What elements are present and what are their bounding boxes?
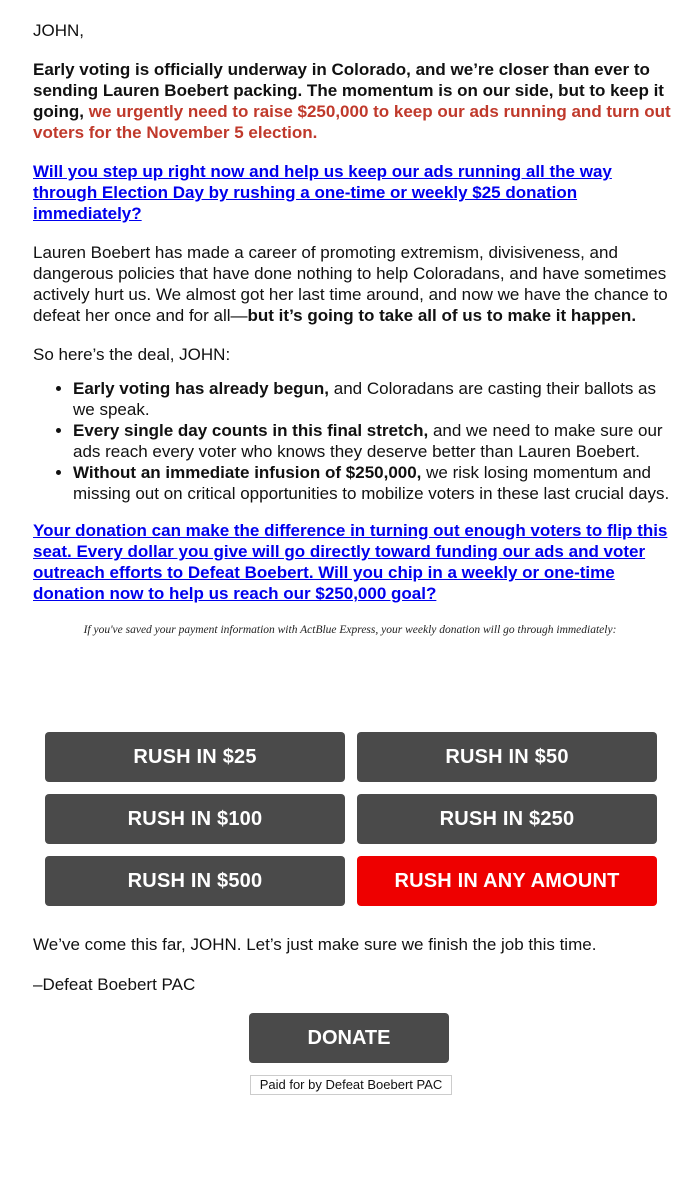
rush-50-button[interactable]: RUSH IN $50: [357, 732, 657, 782]
intro-red-text: we urgently need to raise $250,000 to keep our ads running and turn out voters for the November 5 election.: [33, 102, 671, 142]
rush-25-button[interactable]: RUSH IN $25: [45, 732, 345, 782]
bullet-bold: Every single day counts in this final stretch,: [73, 421, 429, 440]
body-bold-text: but it’s going to take all of us to make it happen.: [247, 306, 637, 325]
intro-paragraph: [33, 59, 673, 143]
bullet-text: we risk losing momentum and missing out on critical opportunities to mobilize voters in these last crucial days.: [73, 463, 670, 503]
cta-paragraph-1: [33, 161, 673, 224]
intro-bold-text: Early voting is officially underway in Colorado, and we’re closer than ever to sending Lauren Boebert packing. The momentum is on our side, but to keep it going,: [33, 60, 664, 121]
email-content: [33, 0, 673, 641]
cta-link-1[interactable]: Will you step up right now and help us keep our ads running all the way through Election Day by rushing a one-time or weekly $25 donation immediately?: [33, 162, 612, 223]
rush-100-button[interactable]: RUSH IN $100: [45, 794, 345, 844]
rush-250-button[interactable]: RUSH IN $250: [357, 794, 657, 844]
bullet-bold: Without an immediate infusion of $250,000,: [73, 463, 422, 482]
signature: –Defeat Boebert PAC: [33, 975, 196, 994]
paid-for-disclaimer: Paid for by Defeat Boebert PAC: [250, 1075, 452, 1095]
deal-paragraph: So here’s the deal, JOHN:: [33, 345, 231, 364]
bullet-text: and we need to make sure our ads reach every voter who knows they deserve better than Lauren Boebert.: [73, 421, 663, 461]
list-item: [73, 462, 673, 504]
actblue-note: If you've saved your payment information with ActBlue Express, your weekly donation will go through immediately:: [83, 624, 617, 636]
bullet-list: [33, 378, 673, 504]
closing-text: We’ve come this far, JOHN. Let’s just make sure we finish the job this time.: [33, 935, 597, 954]
rush-500-button[interactable]: RUSH IN $500: [45, 856, 345, 906]
greeting: JOHN,: [33, 21, 84, 40]
bullet-text: and Coloradans are casting their ballots as we speak.: [73, 379, 656, 419]
donate-button[interactable]: DONATE: [249, 1013, 449, 1063]
rush-any-amount-button[interactable]: RUSH IN ANY AMOUNT: [357, 856, 657, 906]
list-item: [73, 378, 673, 420]
body-text: Lauren Boebert has made a career of promoting extremism, divisiveness, and dangerous policies that have done nothing to help Coloradans, and have sometimes actively hurt us. We almost got her last time around, and now we have the chance to defeat her once and for all—: [33, 243, 668, 325]
bullet-bold: Early voting has already begun,: [73, 379, 330, 398]
cta-paragraph-2: [33, 520, 673, 604]
body-paragraph: [33, 242, 673, 326]
list-item: [73, 420, 673, 462]
cta-link-2[interactable]: Your donation can make the difference in turning out enough voters to flip this seat. Every dollar you give will go directly toward funding our ads and voter outreach efforts to Defeat Boebert. Will you chip in a weekly or one-time donation now to help us reach our $250,000 goal?: [33, 521, 668, 603]
